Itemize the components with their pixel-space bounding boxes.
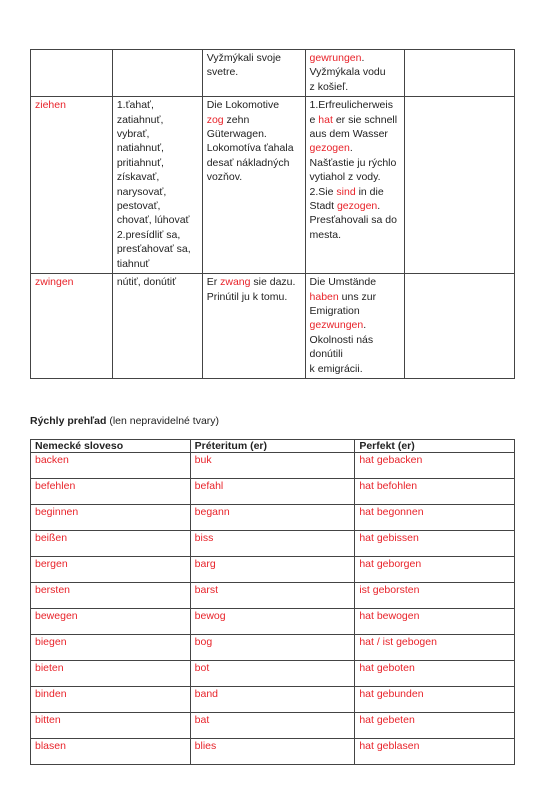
irregular-verbs-table <box>30 439 515 765</box>
highlight-text: ziehen <box>35 99 66 112</box>
table-row <box>31 739 515 765</box>
preterite-cell: blies <box>190 739 355 765</box>
table-row <box>31 274 515 379</box>
cell-text: 2.Sie <box>309 185 337 198</box>
cell-text: vybrať, <box>116 128 150 141</box>
cell-text: tiahnuť <box>116 257 150 270</box>
cell-text: pritiahnuť, <box>116 156 164 169</box>
table-cell <box>31 274 113 379</box>
cell-text: Lokomotíva ťahala <box>206 142 294 155</box>
verb-cell: befehlen <box>31 479 191 505</box>
perfect-cell: hat gebissen <box>355 531 515 557</box>
perfect-cell: hat / ist gebogen <box>355 635 515 661</box>
table-cell <box>112 274 202 379</box>
cell-text: Er <box>206 276 221 289</box>
cell-line <box>207 141 301 155</box>
cell-line <box>117 141 198 155</box>
table-cell <box>305 274 405 379</box>
cell-line <box>310 362 401 376</box>
cell-line <box>310 228 401 242</box>
preterite-cell: bewog <box>190 609 355 635</box>
cell-text: Okolnosti nás <box>309 333 374 346</box>
cell-text: vytiahol z vody. <box>309 171 381 184</box>
verb-cell: bieten <box>31 661 191 687</box>
cell-line <box>117 242 198 256</box>
table-row <box>31 661 515 687</box>
table-row <box>31 531 515 557</box>
quick-overview-heading <box>30 415 219 427</box>
cell-text: desať nákladných <box>206 156 290 169</box>
highlight-text: zwang <box>220 276 251 289</box>
table-row <box>31 97 515 274</box>
highlight-text: zog <box>206 113 224 126</box>
cell-text: aus dem Wasser <box>309 128 388 141</box>
header-perfect: Perfekt (er) <box>355 440 515 453</box>
cell-text: svetre. <box>206 66 239 79</box>
table-cell <box>112 97 202 274</box>
cell-line <box>310 170 401 184</box>
table-cell <box>112 50 202 97</box>
table-cell <box>31 97 113 274</box>
preterite-cell: bot <box>190 661 355 687</box>
table-row <box>31 453 515 479</box>
cell-line <box>207 65 301 79</box>
cell-line <box>310 127 401 141</box>
cell-line <box>310 156 401 170</box>
cell-text: er sie schnell <box>332 113 398 126</box>
cell-text: 2.presídliť sa, <box>116 228 181 241</box>
perfect-cell: hat gebacken <box>355 453 515 479</box>
cell-line <box>310 51 401 65</box>
perfect-cell: hat geblasen <box>355 739 515 765</box>
cell-text: Presťahovali sa do <box>309 214 397 227</box>
header-german-verb: Nemecké sloveso <box>31 440 191 453</box>
cell-text: donútili <box>309 348 343 361</box>
preterite-cell: biss <box>190 531 355 557</box>
preterite-cell: buk <box>190 453 355 479</box>
irregular-verbs-body <box>31 453 515 765</box>
cell-line <box>207 127 301 141</box>
cell-line <box>117 185 198 199</box>
cell-line <box>310 318 401 332</box>
cell-text: . <box>377 200 381 213</box>
perfect-cell: hat begonnen <box>355 505 515 531</box>
cell-line <box>310 275 401 289</box>
cell-text: 1.Erfreulicherweis <box>309 99 393 112</box>
cell-text: Stadt <box>309 200 337 213</box>
highlight-text: sind <box>336 185 356 198</box>
cell-text: uns zur <box>338 290 377 303</box>
highlight-text: gezogen <box>309 142 350 155</box>
table-row <box>31 505 515 531</box>
preterite-cell: bat <box>190 713 355 739</box>
cell-text: zehn <box>223 113 250 126</box>
cell-line <box>310 199 401 213</box>
perfect-cell: hat bewogen <box>355 609 515 635</box>
cell-line <box>207 170 301 184</box>
verb-cell: bersten <box>31 583 191 609</box>
cell-line <box>310 347 401 361</box>
cell-line <box>310 113 401 127</box>
table-row <box>31 50 515 97</box>
cell-line <box>310 65 401 79</box>
header-preterite: Préteritum (er) <box>190 440 355 453</box>
verb-cell: bewegen <box>31 609 191 635</box>
cell-text: k emigrácii. <box>309 362 363 375</box>
perfect-cell: hat befohlen <box>355 479 515 505</box>
preterite-cell: bog <box>190 635 355 661</box>
cell-line <box>117 98 198 112</box>
cell-text: Emigration <box>309 304 360 317</box>
verb-cell: beißen <box>31 531 191 557</box>
table-cell <box>31 50 113 97</box>
cell-line <box>310 98 401 112</box>
cell-line <box>35 98 108 112</box>
verb-cell: biegen <box>31 635 191 661</box>
cell-text: vozňov. <box>206 171 243 184</box>
cell-line <box>207 156 301 170</box>
perfect-cell: hat gebunden <box>355 687 515 713</box>
highlight-text: haben <box>309 290 339 303</box>
cell-line <box>117 113 198 127</box>
cell-text: pestovať, <box>116 200 161 213</box>
cell-line <box>35 275 108 289</box>
cell-text: Die Umstände <box>309 276 377 289</box>
table-row <box>31 609 515 635</box>
perfect-cell: hat geborgen <box>355 557 515 583</box>
perfect-cell: hat gebeten <box>355 713 515 739</box>
cell-text: in die <box>355 185 384 198</box>
cell-text: chovať, lúhovať <box>116 214 190 227</box>
perfect-cell: hat geboten <box>355 661 515 687</box>
cell-line <box>117 228 198 242</box>
verb-cell: beginnen <box>31 505 191 531</box>
highlight-text: hat <box>318 113 333 126</box>
cell-line <box>207 51 301 65</box>
cell-text: sie dazu. <box>250 276 296 289</box>
cell-text: z košieľ. <box>309 80 349 93</box>
heading-bold-text: Rýchly prehľad <box>30 415 107 427</box>
cell-line <box>117 213 198 227</box>
verb-detail-body <box>31 50 515 379</box>
cell-text: Die Lokomotive <box>206 99 280 112</box>
table-row <box>31 635 515 661</box>
cell-line <box>207 290 301 304</box>
cell-line <box>117 275 198 289</box>
table-cell <box>202 50 305 97</box>
table-cell <box>202 274 305 379</box>
table-cell <box>305 50 405 97</box>
preterite-cell: barg <box>190 557 355 583</box>
verb-cell: blasen <box>31 739 191 765</box>
table-cell <box>405 274 515 379</box>
cell-text: mesta. <box>309 228 342 241</box>
perfect-cell: ist geborsten <box>355 583 515 609</box>
cell-line <box>310 185 401 199</box>
table-row <box>31 583 515 609</box>
cell-text: Našťastie ju rýchlo <box>309 156 397 169</box>
table-cell <box>305 97 405 274</box>
cell-line <box>310 333 401 347</box>
verb-cell: backen <box>31 453 191 479</box>
cell-text: presťahovať sa, <box>116 243 191 256</box>
cell-line <box>207 98 301 112</box>
table-cell <box>405 50 515 97</box>
table-row <box>31 557 515 583</box>
verb-cell: bitten <box>31 713 191 739</box>
cell-line <box>117 257 198 271</box>
highlight-text: zwingen <box>35 276 74 289</box>
highlight-text: gezwungen <box>309 319 364 332</box>
heading-subtext: (len nepravidelné tvary) <box>106 415 220 427</box>
cell-line <box>310 141 401 155</box>
cell-text: zatiahnuť, <box>116 113 164 126</box>
cell-text: natiahnuť, <box>116 142 164 155</box>
cell-text: 1.ťahať, <box>116 99 154 112</box>
verb-cell: bergen <box>31 557 191 583</box>
cell-line <box>310 304 401 318</box>
verb-detail-table <box>30 49 515 379</box>
verb-cell: binden <box>31 687 191 713</box>
cell-text: získavať, <box>116 171 160 184</box>
cell-text: narysovať, <box>116 185 167 198</box>
highlight-text: gewrungen <box>309 52 362 64</box>
table-row <box>31 713 515 739</box>
cell-line <box>117 170 198 184</box>
cell-line <box>310 290 401 304</box>
cell-text: Prinútil ju k tomu. <box>206 290 288 303</box>
cell-text: e <box>309 113 319 126</box>
highlight-text: gezogen <box>336 200 378 213</box>
cell-line <box>117 199 198 213</box>
table-cell <box>202 97 305 274</box>
cell-text: Güterwagen. <box>206 128 267 141</box>
preterite-cell: barst <box>190 583 355 609</box>
table-row <box>31 479 515 505</box>
cell-line <box>207 113 301 127</box>
table-header-row <box>31 440 515 453</box>
cell-text: . <box>349 142 353 155</box>
cell-text: . <box>363 319 367 332</box>
cell-line <box>310 80 401 94</box>
cell-line <box>117 156 198 170</box>
preterite-cell: begann <box>190 505 355 531</box>
cell-text: nútiť, donútiť <box>116 276 177 289</box>
preterite-cell: band <box>190 687 355 713</box>
table-cell <box>405 97 515 274</box>
cell-line <box>310 213 401 227</box>
cell-line <box>117 127 198 141</box>
cell-text: Vyžmýkala vodu <box>309 66 386 79</box>
cell-line <box>207 275 301 289</box>
cell-text: Vyžmýkali svoje <box>206 52 281 64</box>
cell-text: . <box>361 52 365 64</box>
table-row <box>31 687 515 713</box>
preterite-cell: befahl <box>190 479 355 505</box>
